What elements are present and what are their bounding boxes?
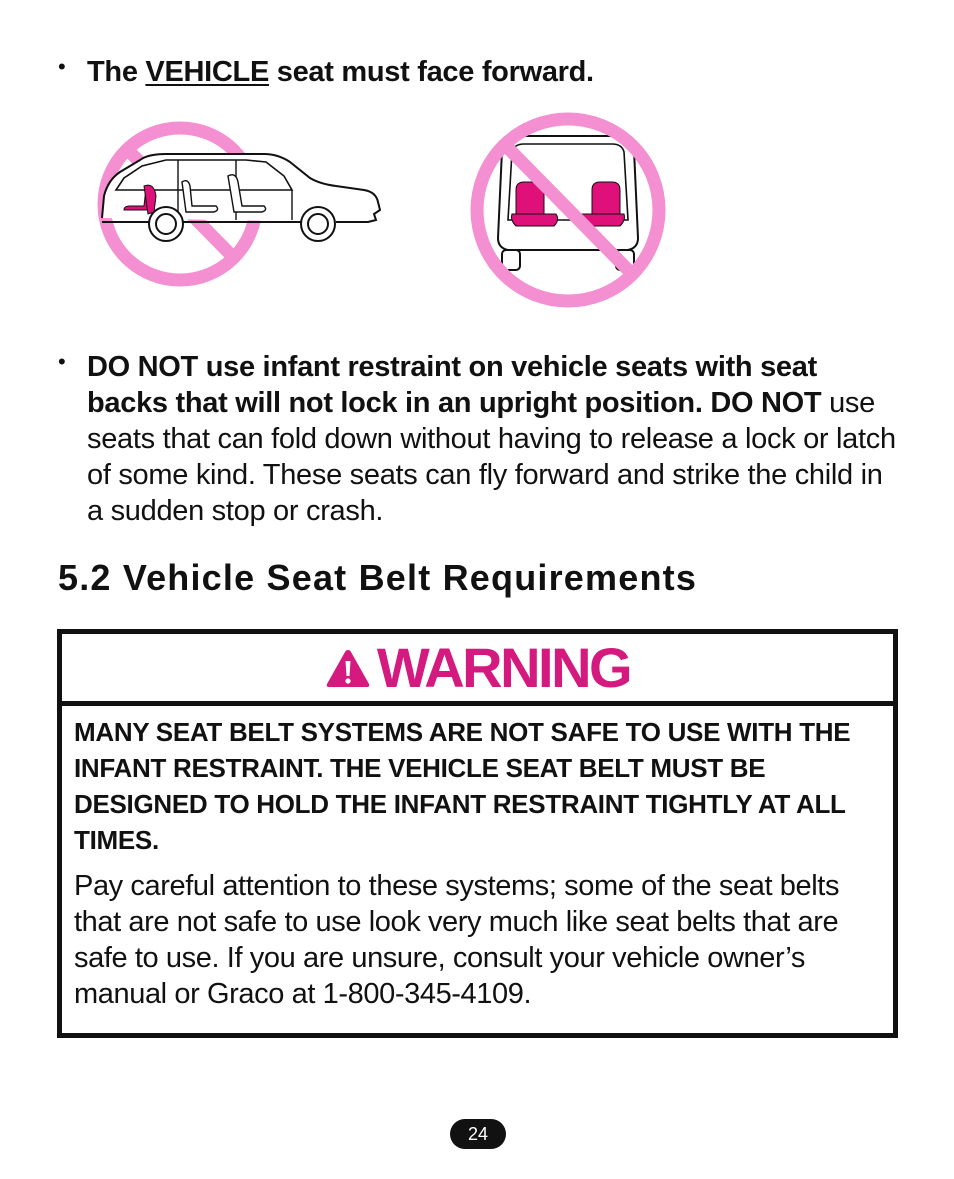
- warning-box: [57, 629, 898, 1038]
- bullet-marker: •: [58, 349, 66, 374]
- warning-caps-text: MANY SEAT BELT SYSTEMS ARE NOT SAFE TO USE WITH THE INFANT RESTRAINT. THE VEHICLE SEAT BELT MUST BE DESIGNED TO HOLD THE INFANT RESTRAINT TIGHTLY AT ALL TIMES.: [74, 717, 851, 855]
- page-number: 24: [450, 1119, 506, 1149]
- car-rear-prohibited-icon: [468, 110, 668, 310]
- car-side-prohibited-icon: [96, 116, 386, 292]
- bullet-text-bold: DO NOT use infant restraint on vehicle seats with seat backs that will not lock in an upright position. DO NOT: [87, 351, 822, 419]
- warning-triangle-icon: [325, 647, 371, 689]
- bullet-text: [87, 349, 898, 529]
- bullet-text-underlined: VEHICLE: [145, 56, 270, 88]
- warning-header: [62, 634, 893, 706]
- bullet-text-part: The: [87, 56, 146, 88]
- bullet-seat-backs-lock: [58, 349, 898, 529]
- bullet-vehicle-face-forward: [58, 54, 898, 90]
- bullet-text: [87, 54, 898, 90]
- bullet-text-part: seat must face forward.: [269, 56, 594, 88]
- bullet-marker: •: [58, 54, 66, 79]
- section-heading: 5.2 Vehicle Seat Belt Requirements: [58, 557, 698, 598]
- bullet-text-regular: use seats that can fold down without having to release a lock or latch of some kind. These seats can fly forward and strike the child in a sudden stop or crash.: [87, 387, 896, 527]
- warning-body: [62, 706, 893, 1012]
- warning-title: WARNING: [376, 635, 631, 699]
- warning-body-text: Pay careful attention to these systems; some of the seat belts that are not safe to use look very much like seat belts that are safe to use. If you are unsure, consult your vehicle owner’s manual or Graco at 1-800-345-4109.: [74, 870, 840, 1010]
